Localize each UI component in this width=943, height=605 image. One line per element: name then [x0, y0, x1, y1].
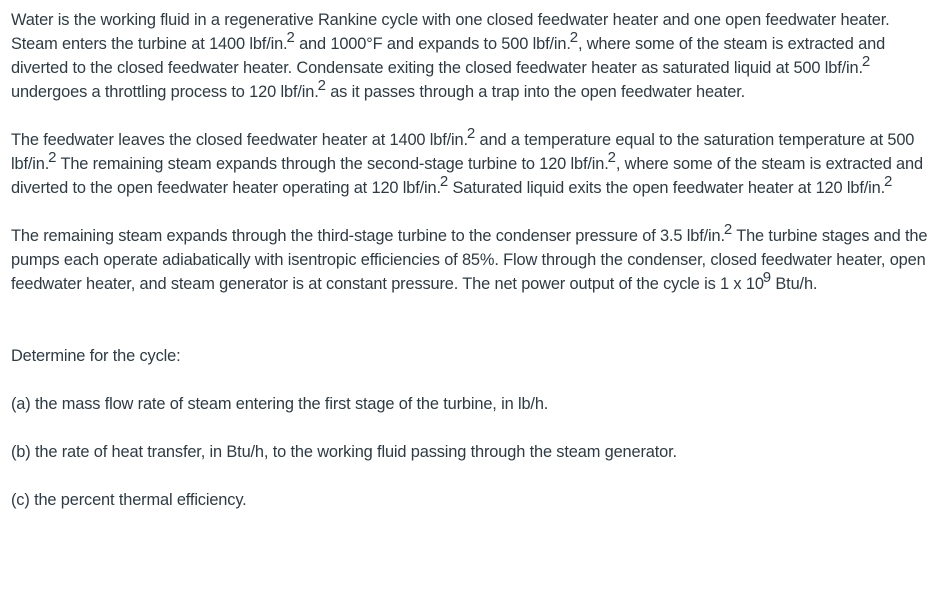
- text: Btu/h.: [771, 275, 818, 293]
- superscript: 9: [762, 269, 771, 286]
- text: The remaining steam expands through the second-stage turbine to 120 lbf/in.: [56, 155, 609, 173]
- paragraph-cycle-setup: [11, 8, 935, 104]
- text: undergoes a throttling process to 120 lbf/in.: [11, 83, 319, 101]
- superscript: 2: [884, 173, 893, 190]
- text: Water is the working fluid in a regenerative Rankine cycle with one closed feedwater heater and one open feedwater heater. Steam enters the turbine at 1400 lbf/in.: [11, 11, 890, 53]
- text: The turbine stages and the pumps each operate adiabatically with isentropic efficiencies of 85%. Flow through the condenser, closed feedwater heater, open feedwater heater, and steam generator is at constant pressure. The net power output of the cycle is 1 x 10: [11, 227, 928, 293]
- text: and 1000°F and expands to 500 lbf/in.: [294, 35, 571, 53]
- spacer: [11, 464, 935, 488]
- text: , where some of the steam is extracted and diverted to the open feedwater heater operating at 120 lbf/in.: [11, 155, 923, 197]
- question-c: (c) the percent thermal efficiency.: [11, 491, 247, 509]
- paragraph-turbine-stages: [11, 221, 935, 296]
- superscript: 2: [861, 53, 871, 70]
- question-prompt: Determine for the cycle:: [11, 347, 181, 365]
- spacer: [11, 296, 935, 344]
- text: The remaining steam expands through the third-stage turbine to the condenser pressure of 3.5 lbf/in.: [11, 227, 725, 245]
- superscript: 2: [723, 221, 733, 238]
- superscript: 2: [317, 77, 326, 94]
- spacer: [11, 200, 935, 224]
- superscript: 2: [569, 29, 578, 46]
- spacer: [11, 368, 935, 392]
- spacer: [11, 416, 935, 440]
- superscript: 2: [466, 125, 476, 142]
- superscript: 2: [286, 29, 295, 46]
- text: and a temperature equal to the saturation temperature at 500 lbf/in.: [11, 131, 915, 173]
- text: Saturated liquid exits the open feedwater heater at 120 lbf/in.: [448, 179, 886, 197]
- superscript: 2: [607, 149, 616, 166]
- superscript: 2: [439, 173, 449, 190]
- superscript: 2: [48, 149, 57, 166]
- text: as it passes through a trap into the open feedwater heater.: [325, 83, 746, 101]
- text: , where some of the steam is extracted and diverted to the closed feedwater heater. Condensate exiting the closed feedwater heater as saturated liquid at 500 lbf/in.: [11, 35, 886, 77]
- text: The feedwater leaves the closed feedwater heater at 1400 lbf/in.: [11, 131, 468, 149]
- paragraph-feedwater: [11, 125, 935, 200]
- question-a: (a) the mass flow rate of steam entering the first stage of the turbine, in lb/h.: [11, 395, 549, 413]
- question-b: (b) the rate of heat transfer, in Btu/h, to the working fluid passing through the steam generator.: [11, 443, 677, 461]
